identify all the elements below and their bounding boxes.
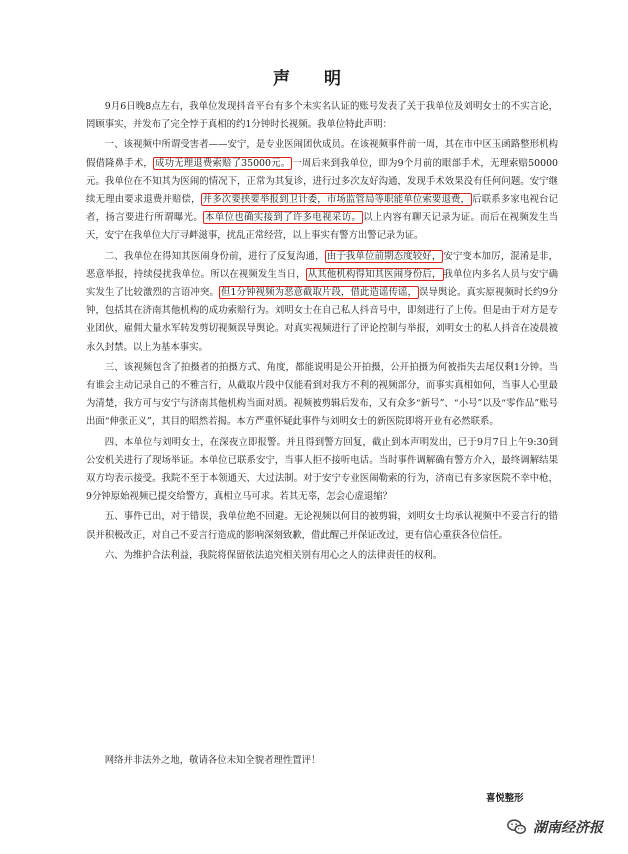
watermark [506,816,603,838]
paragraph [86,547,558,565]
highlighted-text: 但1分钟视频为恶意截取片段，借此造谣传谣， [220,287,418,299]
text-segment: 后联系多家电视台记者，扬言要进行所谓曝光。 [86,194,558,224]
text-segment: 误导舆论。真实原视频时长约9分钟，包括其在济南其他机构的成功索赔行为。刘明女士在自己私人抖音号中，即刻进行了上传。但是由于对方是专业团伙，雇佣大量水军转发剪切视频误导舆论。对真实视频进行了评论控制与举报，刘明女士的私人抖音在凌晨被永久封禁。以上为基本事实。 [86,287,558,353]
text-segment: 以上内容有聊天记录为证。而后在视频发生当天，安宁在我单位大厅寻衅滋事，扰乱正常经营，以上事实有警方出警记录为证。 [86,212,558,242]
text-segment: 9月6日晚8点左右，我单位发现抖音平台有多个未实名认证的账号发表了关于我单位及刘明女士的不实言论，罔顾事实，并发布了完全悖于真相的约1分钟时长视频。我单位特此声明： [86,101,558,131]
wechat-icon [506,816,528,838]
text-segment: 二、我单位在得知其医闹身份前，进行了反复沟通， [104,250,325,262]
text-segment: 安宁变本加厉，混淆是非，恶意举报，持续侵扰我单位。所以在视频发生当日， [86,250,558,280]
text-segment: 四、本单位与刘明女士，在深夜立即报警。并且得到警方回复，截止到本声明发出，已于9月7日上午9:30到公安机关进行了现场举证。本单位已联系安宁，当事人拒不接听电话。当时事件调解确有警方介入，最终调解结果双方均表示接受。我院不至于本领通天、大过法制。对于安宁专业医闹勒索的行为，济南已有多家医院不幸中枪，9分钟原始视频已提交给警方，真相立马可求。若其无辜，怎会心虚退缩？ [86,436,558,503]
paragraph [86,359,558,432]
paragraph [86,98,558,134]
text-segment: 五、事件已出，对于错误，我单位绝不回避。无论视频以何目的被剪辑，刘明女士均承认视频中不妥言行的错误并积极改正，对自己不妥言行造成的影响深刻致歉，借此醒己并保证改过，更有信心重获各位信任。 [86,511,558,541]
paragraph [86,508,558,544]
highlighted-text: 成功无理退费索赔了35000元。 [155,157,291,169]
signature: 喜悦整形 [486,793,524,804]
paragraph [86,248,558,357]
text-segment: 三、该视频包含了拍摄者的拍摄方式、角度，都能说明是公开拍摄，公开拍摄为何被指失去尾仅剩1分钟。当有谁会主动记录自己的不雅言行，从截取片段中仅能看到对我方不利的视频部分，而事实真相如何，当事人心里最为清楚，我方可与安宁与济南其他机构当面对质。视频被剪辑后发布，又有众多“新号”、“小号”以及“零作品”账号出面“伸张正义”，其目的昭然若揭。本方严重怀疑此事件与刘明女士的新医院即将开业有必然联系。 [86,361,558,428]
text-segment: 六、为维护合法利益，我院将保留依法追究相关别有用心之人的法律责任的权利。 [104,549,443,561]
highlighted-text: 并多次要挟要举报到卫计委，市场监管局等职能单位索要退费， [202,194,471,206]
closing-line: 网络并非法外之地，敬请各位未知全貌者理性置评！ [104,755,321,766]
highlighted-text: 本单位也确实接到了许多电视采访。 [205,212,362,224]
paragraph [86,434,558,507]
text-segment: 一、该视频中所谓受害者——安宁，是专业医闹团伙成员。在该视频事件前一周，其在市中区玉函路整形机构假借隆鼻手术， [86,139,558,169]
highlighted-text: 由于我单位前期态度较好， [326,250,442,262]
watermark-text: 湖南经济报 [533,820,603,836]
text-segment: 我单位内多名人员与安宁确实发生了比较激烈的言语冲突。 [86,268,558,299]
document-title: 声 明 [273,69,355,89]
text-segment: 一周后来到我单位，即为9个月前的眼部手术，无理索赔50000元。我单位在不知其为医闹的情况下，正常为其复诊，进行过多次友好沟通，发现手术效果没有任何问题。安宁继续无理由要求退费并赔偿， [86,157,558,206]
statement-body [86,98,558,565]
highlighted-text: 从其他机构得知其医闹身份后， [307,268,442,280]
paragraph [86,136,558,245]
